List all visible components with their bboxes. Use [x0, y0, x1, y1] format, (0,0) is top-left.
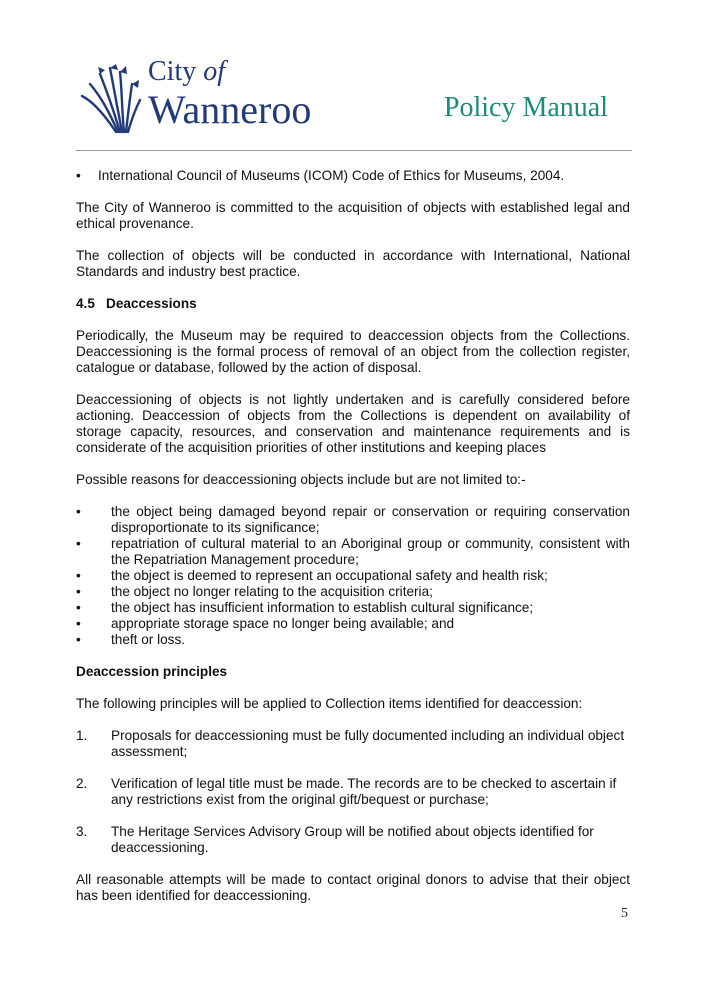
section-number: 4.5 [76, 296, 95, 311]
list-item: 1. Proposals for deaccessioning must be fully documented including an individual object assessment; [76, 728, 625, 759]
page-header [0, 0, 706, 152]
list-item: • appropriate storage space no longer being available; and [76, 616, 455, 631]
document-body [76, 168, 630, 920]
icom-bullet [76, 168, 630, 184]
list-item: • the object has insufficient information to establish cultural significance; [76, 600, 534, 615]
list-item: • the object is deemed to represent an occupational safety and health risk; [76, 568, 548, 583]
paragraph-provenance: The City of Wanneroo is committed to the acquisition of objects with established legal and ethical provenance. [76, 200, 630, 231]
principles-list [76, 728, 630, 856]
paragraph-principles-intro: The following principles will be applied to Collection items identified for deaccession: [76, 696, 583, 711]
policy-manual-title: Policy Manual [443, 92, 608, 123]
bullet-icon: • [76, 568, 81, 583]
paragraph-definition: Periodically, the Museum may be required to deaccession objects from the Collections. Deaccessioning is the formal process of removal of an object from the collection register, catalogue or database, followed by the action of disposal. [76, 328, 630, 375]
paragraph-reasons-intro: Possible reasons for deaccessioning objects include but are not limited to:- [76, 472, 526, 487]
icom-bullet-text: International Council of Museums (ICOM) Code of Ethics for Museums, 2004. [98, 168, 565, 183]
list-item: • theft or loss. [76, 632, 186, 647]
subheading-deaccession-principles: Deaccession principles [76, 664, 228, 679]
header-divider [76, 150, 632, 151]
bullet-icon: • [76, 584, 81, 599]
bullet-icon: • [76, 632, 81, 647]
logo-city-text: City of [148, 56, 226, 87]
section-heading-deaccessions [76, 296, 630, 312]
paragraph-consideration: Deaccessioning of objects is not lightly undertaken and is carefully considered before actioning. Deaccession of objects from the Collections is dependent on availability of storage capacity, resources, and conservation and maintenance requirements and is considerate of the acquisition priorities of other institutions and keeping places [76, 392, 630, 455]
bullet-icon: • [76, 616, 81, 631]
paragraph-standards: The collection of objects will be conducted in accordance with International, National Standards and industry best practice. [76, 248, 630, 279]
section-title: Deaccessions [106, 296, 197, 311]
bullet-icon: • [76, 536, 81, 551]
page-number: 5 [621, 906, 628, 921]
reasons-list [76, 504, 630, 648]
bullet-icon: • [76, 504, 81, 519]
list-item: • repatriation of cultural material to an Aboriginal group or community, consistent with the Repatriation Management procedure; [76, 536, 630, 567]
list-item: 2. Verification of legal title must be made. The records are to be checked to ascertain if any restrictions exist from the original gift/bequest or purchase; [76, 776, 617, 807]
city-of-wanneroo-logo-icon [76, 62, 144, 134]
list-item: 3. The Heritage Services Advisory Group will be notified about objects identified for deaccessioning. [76, 824, 594, 855]
bullet-icon: • [76, 600, 81, 615]
list-item: • the object no longer relating to the acquisition criteria; [76, 584, 433, 599]
list-item: • the object being damaged beyond repair or conservation or requiring conservation disproportionate to its significance; [76, 504, 630, 535]
logo-wanneroo-text: Wanneroo [148, 87, 312, 132]
paragraph-donors: All reasonable attempts will be made to contact original donors to advise that their object has been identified for deaccessioning. [76, 872, 630, 903]
bullet-icon: • [76, 168, 81, 183]
